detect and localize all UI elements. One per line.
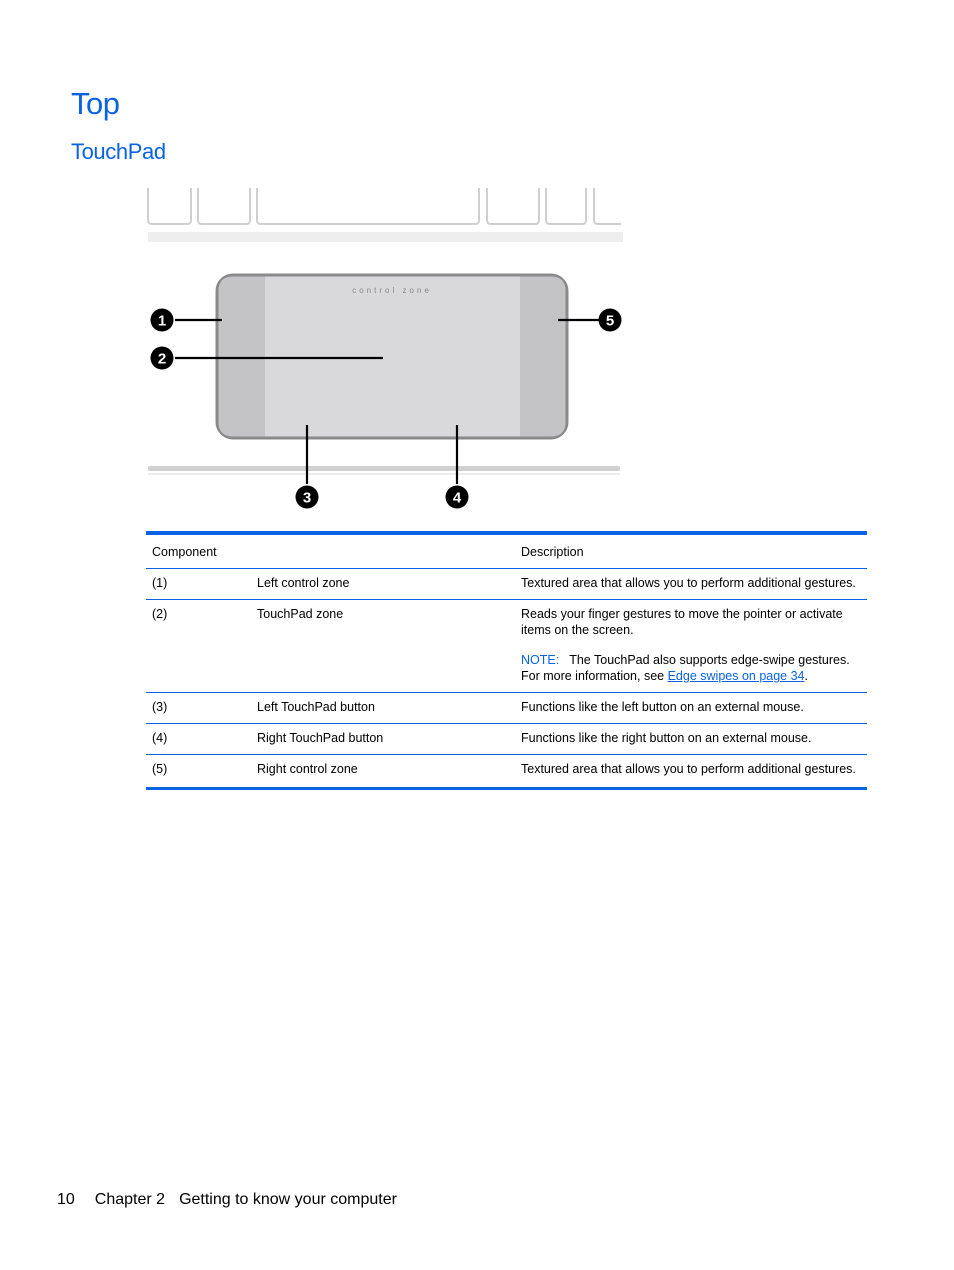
row-description: Textured area that allows you to perform additional gestures. <box>515 569 867 600</box>
left-control-zone-shape <box>219 277 266 437</box>
row-number: (3) <box>146 693 251 724</box>
callout-3-badge: 3 <box>302 489 312 507</box>
row-component: TouchPad zone <box>251 600 515 693</box>
callout-1-badge: 1 <box>157 312 167 330</box>
callout-4-badge: 4 <box>452 489 462 507</box>
chapter-label: Chapter 2 <box>94 1191 166 1208</box>
table-row <box>146 724 867 755</box>
keyboard-keys-illustration <box>148 188 621 224</box>
row-number: (5) <box>146 755 251 789</box>
row-number: (2) <box>146 600 251 693</box>
row-description-cell <box>515 600 867 693</box>
note-label: NOTE: <box>521 653 560 667</box>
table-row <box>146 755 867 789</box>
row-number: (1) <box>146 569 251 600</box>
row-description: Textured area that allows you to perform additional gestures. <box>515 755 867 789</box>
row-component: Right TouchPad button <box>251 724 515 755</box>
touchpad-surface <box>217 275 567 438</box>
row-number: (4) <box>146 724 251 755</box>
row-component: Left control zone <box>251 569 515 600</box>
touchpad-figure <box>145 182 630 517</box>
note-block <box>521 652 861 684</box>
note-text: The TouchPad also supports edge-swipe gestures. For more information, see <box>521 653 850 683</box>
control-zone-label: control zone <box>352 286 432 295</box>
header-description: Description <box>515 533 867 569</box>
right-control-zone-shape <box>520 277 566 437</box>
table-row <box>146 600 867 693</box>
row-component: Left TouchPad button <box>251 693 515 724</box>
note-end: . <box>804 669 808 683</box>
row-component: Right control zone <box>251 755 515 789</box>
row-description: Functions like the left button on an external mouse. <box>515 693 867 724</box>
callout-2-badge: 2 <box>157 350 167 368</box>
table-row <box>146 569 867 600</box>
component-table <box>146 531 867 790</box>
table-header-row <box>146 533 867 569</box>
page-title: Top <box>71 86 120 121</box>
row-description: Functions like the right button on an external mouse. <box>515 724 867 755</box>
chapter-title: Getting to know your computer <box>179 1191 397 1208</box>
table-row <box>146 693 867 724</box>
page-footer <box>57 1191 397 1209</box>
edge-swipes-link[interactable]: Edge swipes on page 34 <box>667 669 805 683</box>
header-component: Component <box>146 533 515 569</box>
section-heading-touchpad: TouchPad <box>71 139 166 164</box>
callout-5-badge: 5 <box>605 312 615 330</box>
page-number: 10 <box>57 1191 75 1208</box>
row-description: Reads your finger gestures to move the pointer or activate items on the screen. <box>521 607 843 637</box>
